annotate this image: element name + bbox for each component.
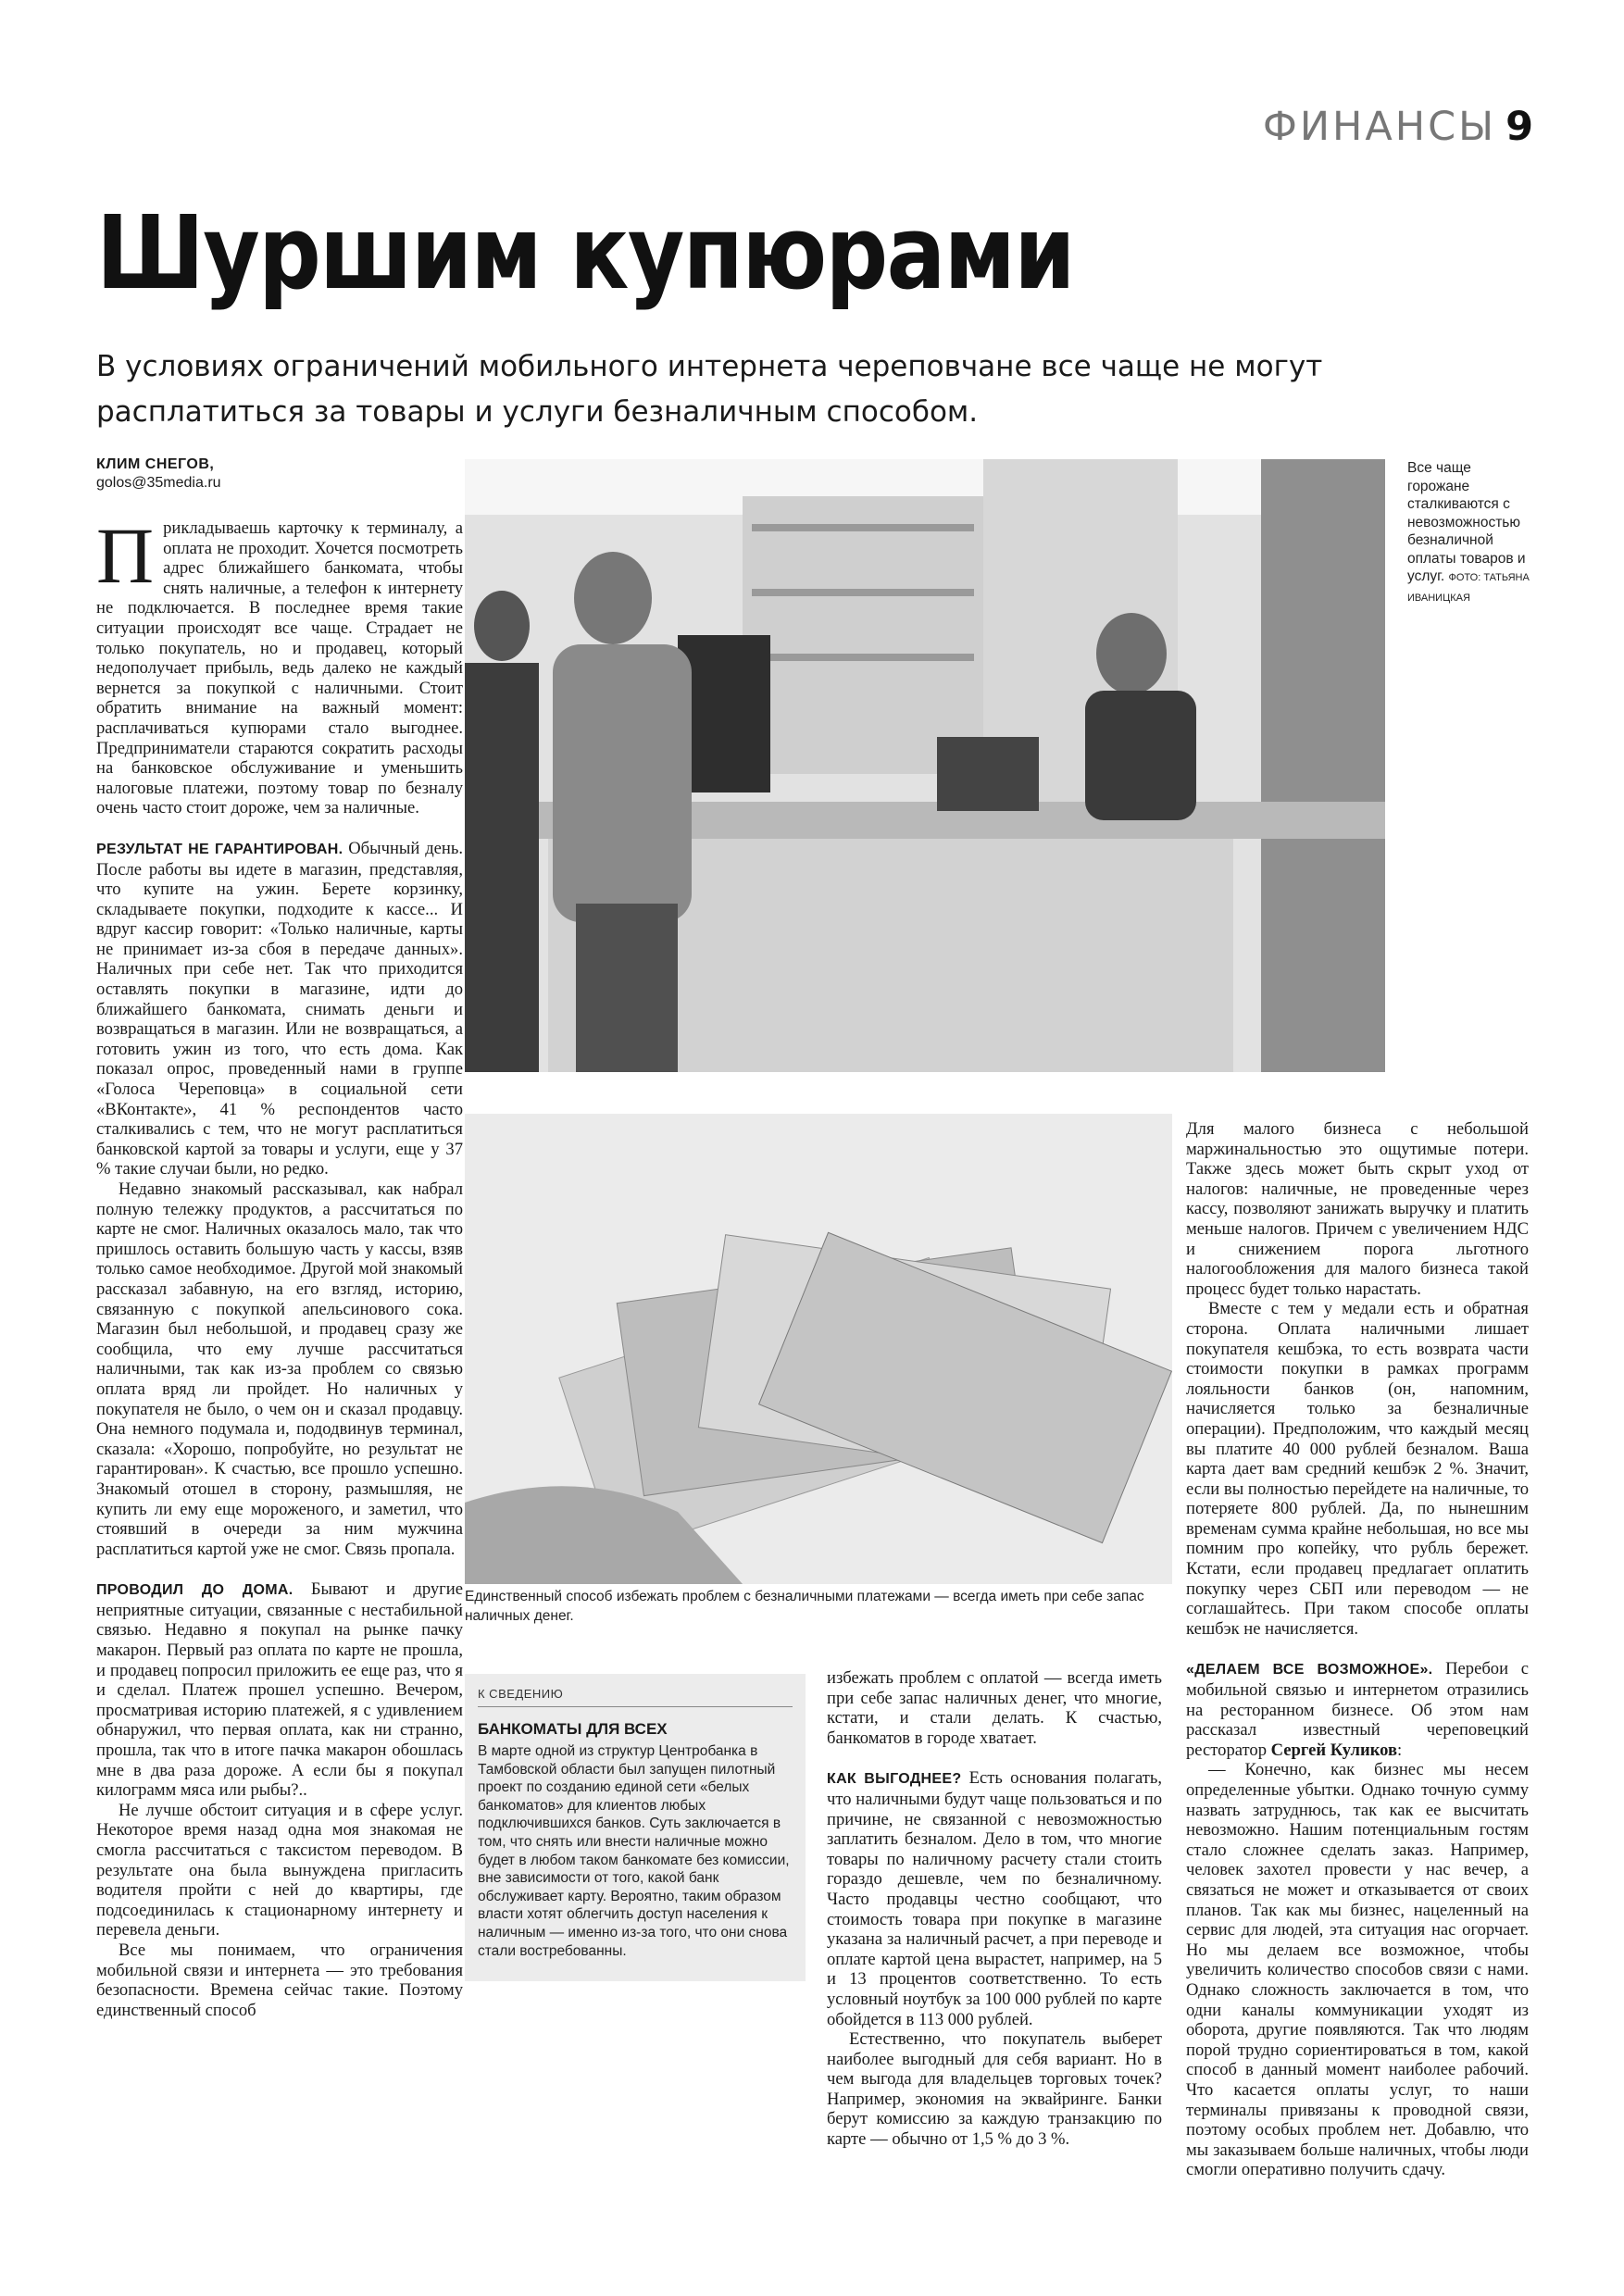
paragraph: «ДЕЛАЕМ ВСЕ ВОЗМОЖНОЕ». Перебои с мобильной связью и интернетом отразились на ресторанном бизнесе. Об этом нам рассказал известный череповецкий ресторатор Сергей Куликов: xyxy=(1186,1659,1529,1760)
subheading: «ДЕЛАЕМ ВСЕ ВОЗМОЖНОЕ». xyxy=(1186,1662,1433,1678)
person-name: Сергей Куликов xyxy=(1270,1740,1398,1760)
sidebar-body: В марте одной из структур Центробанка в Тамбовской области был запущен пилотный проект по созданию единой сети «белых банкоматов» для клиентов любых подключившихся банков. Суть заключается в том, что снять или внести наличные можно будет в любом таком банкомате без комиссии, вне зависимости от того, какой банк обслуживает карту. Вероятно, таким образом власти хотят облегчить доступ населения к наличным — именно из-за того, что они снова стали востребованны. xyxy=(478,1743,790,1959)
photo-cafe-illustration xyxy=(465,459,1385,1072)
paragraph: избежать проблем с оплатой — всегда иметь при себе запас наличных денег, что многие, кстати, и стали делать. К счастью, банкоматов в городе хватает. xyxy=(827,1668,1162,1748)
subheading: КАК ВЫГОДНЕЕ? xyxy=(827,1771,962,1788)
section-name: ФИНАНСЫ xyxy=(1262,104,1497,150)
column-3 xyxy=(827,1668,1162,2150)
photo-caption: Единственный способ избежать проблем с безналичными платежами — всегда иметь при себе запас наличных денег. xyxy=(465,1589,1144,1624)
paragraph: Прикладываешь карточку к терминалу, а оплата не проходит. Хочется посмотреть адрес ближайшего банкомата, чтобы снять наличные, а телефон к интернету не подключается. В последнее время такие ситуации происходят все чаще. Страдает не только покупатель, но и продавец, который недополучает прибыль, ведь далеко не каждый вернется за покупкой с наличными. Стоит обратить внимание на важный момент: расплачиваться купюрами стало выгоднее. Предприниматели стараются сократить расходы на банковское обслуживание и уменьшить налоговые платежи, поэтому товар по безналу очень часто стоит дороже, чем за наличные. xyxy=(96,511,463,818)
page-number: 9 xyxy=(1505,104,1533,150)
article-lead: В условиях ограничений мобильного интернета череповчане все чаще не могут расплатиться за товары и услуги безналичным способом. xyxy=(96,350,1323,429)
paragraph: Вместе с тем у медали есть и обратная сторона. Оплата наличными лишает покупателя кешбэка, то есть возврата части стоимости покупки в рамках программ лояльности банков (он, напомним, начисляется только за безналичные операции). Предположим, что каждый месяц вы платите 40 000 рублей безналом. Ваша карта дает вам средний кешбэк 2 %. Значит, если вы полностью перейдете на наличные, то потеряете 800 рублей. Да, по нынешним временам сумма крайне небольшая, но все мы помним про копейку, что рубль бережет. Кстати, если продавец предлагает оплатить покупку через СБП или переводом — не соглашайтесь. При таком способе оплаты кешбэк не начисляется. xyxy=(1186,1299,1529,1639)
article-headline: Шуршим купюрами xyxy=(96,193,1074,312)
paragraph: Для малого бизнеса с небольшой маржинальностью это ощутимые потери. Также здесь может быть скрыт уход от налогов: наличные, не проведенные через кассу, позволяют занижать выручку и платить меньше налогов. Причем с увеличением НДС и снижением порога льготного налогообложения для малого бизнеса такой процесс будет только нарастать. xyxy=(1186,1119,1529,1299)
caption-text: Все чаще горожане сталкиваются с невозможностью безналичной оплаты товаров и услуг. xyxy=(1407,460,1526,584)
drop-cap: П xyxy=(96,511,155,600)
author-name: КЛИМ СНЕГОВ, xyxy=(96,456,215,472)
paragraph: РЕЗУЛЬТАТ НЕ ГАРАНТИРОВАН. Обычный день. После работы вы идете в магазин, представляя, что купите на ужин. Берете корзинку, складываете покупки, подходите к кассе... И вдруг кассир говорит: «Только наличные, карты не принимает из-за сбоя в передаче данных». Наличных при себе нет. Так что приходится оставлять покупки в магазине, идти до ближайшего банкомата, снимать деньги и возвращаться в магазин. Или не возвращаться, а готовить ужин из того, что есть дома. Как показал опрос, проведенный нами в группе «Голоса Череповца» в социальной сети «ВКонтакте», 41 % респондентов часто сталкивались с тем, что не могут расплатиться банковской картой за товары и услуги, еще у 37 % такие случаи были, но редко. xyxy=(96,838,463,1179)
photo-caption xyxy=(1407,459,1537,607)
paragraph: — Конечно, как бизнес мы несем определенные убытки. Однако точную сумму назвать затруднюсь, так как ее высчитать невозможно. Нашим потенциальным гостям стало сложнее сделать заказ. Например, человек захотел провести у нас вечер, а связаться не может и отказывается от своих планов. Так как мы бизнес, нацеленный на сервис для людей, эта ситуация нас огорчает. Но мы делаем все возможное, чтобы увеличить количество способов связи с нами. Однако сложность заключается в том, что одни каналы коммуникации уходят из оборота, другие появляются. Так что людям порой трудно сориентироваться в том, какой способ в данный момент наиболее рабочий. Что касается оплаты услуг, то наши терминалы привязаны к проводной связи, поэтому особых проблем нет. Добавлю, что мы заказываем больше наличных, чтобы люди смогли оперативно получить сдачу. xyxy=(1186,1760,1529,2180)
photo-cafe-counter xyxy=(465,459,1385,1072)
column-1 xyxy=(96,511,463,2020)
info-sidebar xyxy=(465,1674,806,1981)
photo-banknotes-illustration xyxy=(465,1114,1172,1584)
paragraph: Естественно, что покупатель выберет наиболее выгодный для себя вариант. Но в чем выгода для владельцев торговых точек? Например, экономия на эквайринге. Банки берут комиссию за каждую транзакцию по карте — обычно от 1,5 % до 3 %. xyxy=(827,2029,1162,2150)
paragraph: Недавно знакомый рассказывал, как набрал полную тележку продуктов, а рассчитаться по карте не смог. Наличных оказалось мало, так что пришлось оставить большую часть у кассы, взяв только самое необходимое. Другой мой знакомый рассказал забавную, на его взгляд, историю, связанную с покупкой апельсинового сока. Магазин был небольшой, и продавец сразу же сообщила, что ему лучше рассчитаться наличными, так как из-за проблем со связью оплата вряд ли пройдет. Но наличных у покупателя не было, о чем он и сказал продавцу. Она немного подумала и, пододвинув терминал, сказала: «Хорошо, попробуйте, но результат не гарантирован». К счастью, все прошло успешно. Знакомый отошел в сторону, размышляя, не купить ли ему еще мороженого, и заметил, что стоявший в очереди за ним мужчина расплатиться картой уже не смог. Связь пропала. xyxy=(96,1179,463,1559)
author-email: golos@35media.ru xyxy=(96,475,221,491)
paragraph: Все мы понимаем, что ограничения мобильной связи и интернета — это требования безопасности. Времена сейчас такие. Поэтому единственный способ xyxy=(96,1940,463,2020)
column-4 xyxy=(1186,1119,1529,2180)
paragraph: КАК ВЫГОДНЕЕ? Есть основания полагать, что наличными будут чаще пользоваться и по причине, не связанной с невозможностью заплатить безналом. Дело в том, что многие товары по наличному расчету стали стоить гораздо дешевле, чем по безналичному. Часто продавцы честно сообщают, что стоимость товара при покупке в магазине указана за наличный расчет, а при переводе и оплате картой цена вырастет, например, на 5 и 13 процентов соответственно. То есть условный ноутбук за 100 000 рублей по карте обойдется в 113 000 рублей. xyxy=(827,1768,1162,2029)
photo-credit: ФОТО: ТАТЬЯНА ИВАНИЦКАЯ xyxy=(1407,572,1530,604)
subheading: РЕЗУЛЬТАТ НЕ ГАРАНТИРОВАН. xyxy=(96,841,344,857)
photo-banknotes xyxy=(465,1114,1172,1584)
subheading: ПРОВОДИЛ ДО ДОМА. xyxy=(96,1582,294,1599)
sidebar-kicker: К СВЕДЕНИЮ xyxy=(478,1687,564,1701)
sidebar-title: БАНКОМАТЫ ДЛЯ ВСЕХ xyxy=(478,1720,668,1738)
section-header xyxy=(1263,104,1533,150)
paragraph: Не лучше обстоит ситуация и в сфере услуг. Некоторое время назад одна моя знакомая не смогла рассчитаться с таксистом переводом. В результате она была вынуждена пригласить водителя пройти с ней до квартиры, где подсоединилась к стационарному интернету и перевела деньги. xyxy=(96,1800,463,1940)
paragraph: ПРОВОДИЛ ДО ДОМА. Бывают и другие неприятные ситуации, связанные с нестабильной связью. Недавно я покупал на рынке пачку макарон. Первый раз оплата по карте не прошла, и продавец попросил приложить ее еще раз, что я и сделал. Платеж прошел успешно. Вечером, просматривая историю платежей, я с удивлением обнаружил, что первая оплата, как ни странно, прошла, так что в итоге пачка макарон обошлась мне в два раза дороже. А если бы я покупал килограмм мяса или рыбы?.. xyxy=(96,1579,463,1801)
byline xyxy=(96,455,467,493)
